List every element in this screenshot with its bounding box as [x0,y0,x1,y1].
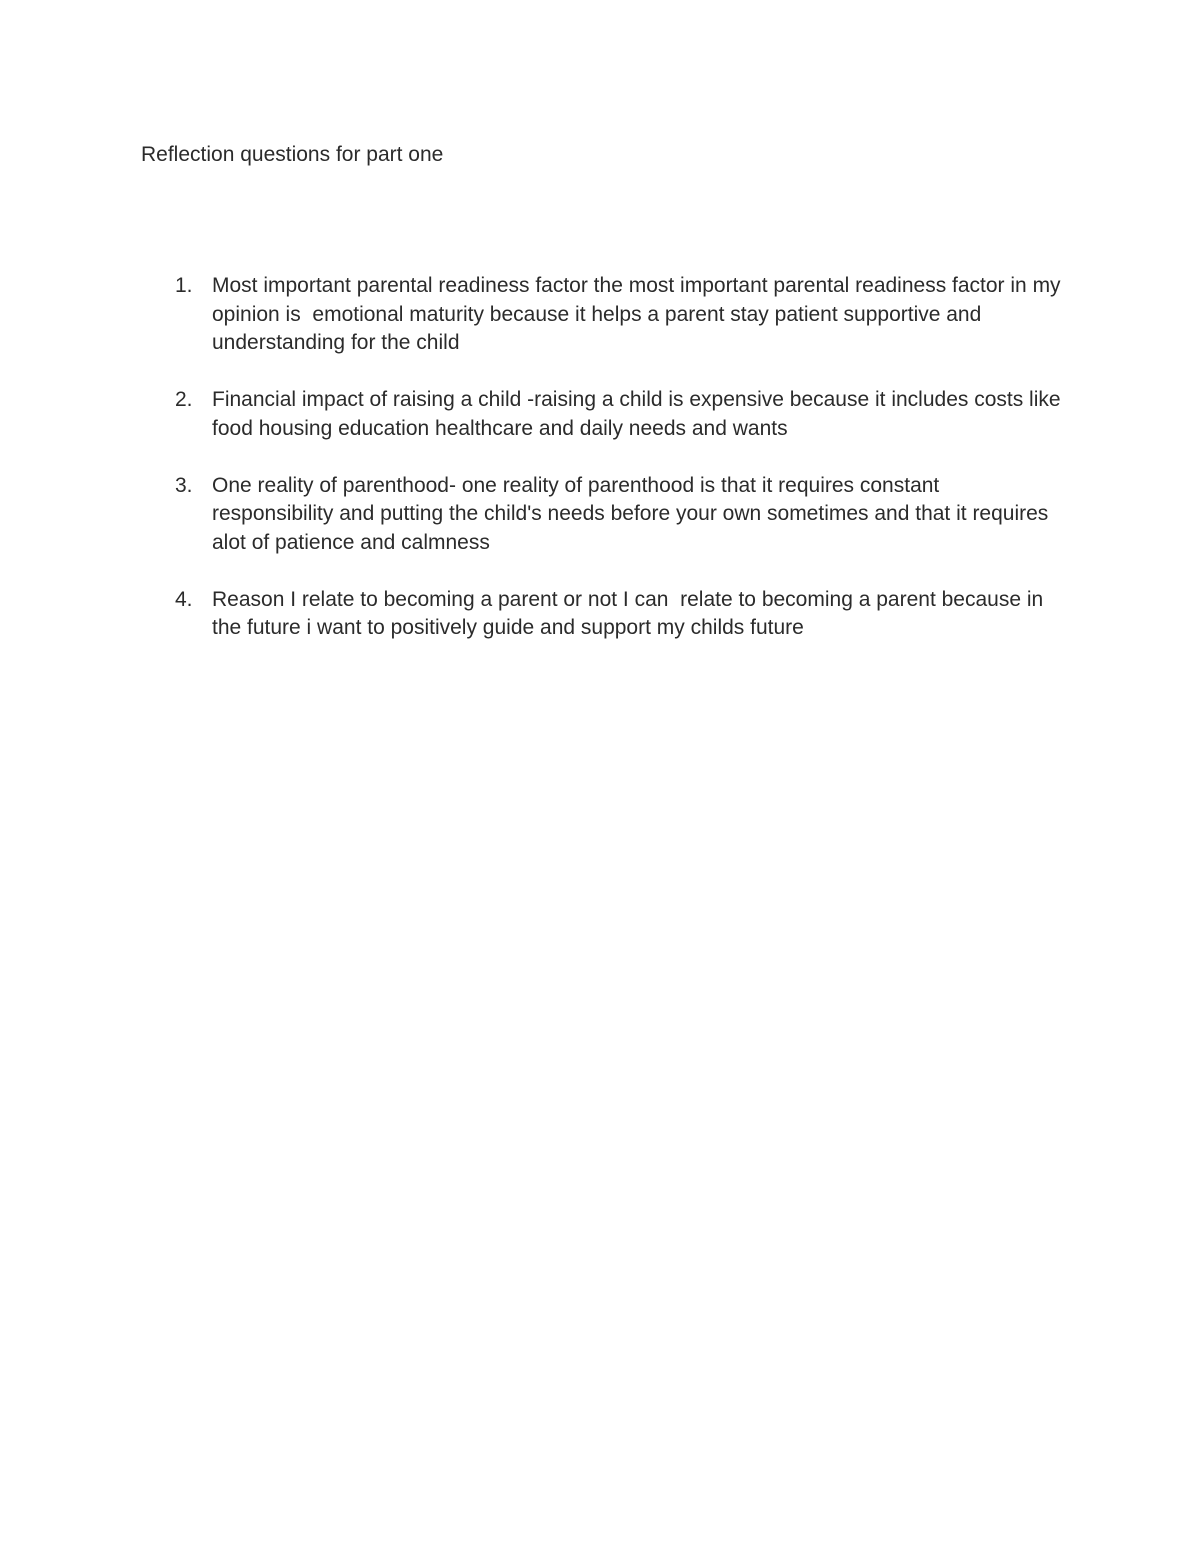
document-title: Reflection questions for part one [141,143,444,166]
list-item-text: Financial impact of raising a child -raising a child is expensive because it includes costs like food housing education healthcare and daily needs and wants [212,388,1067,440]
list-item-number: 1. [175,274,193,297]
list-item [0,272,1200,358]
list-item-text: Reason I relate to becoming a parent or not I can relate to becoming a parent because in the future i want to positively guide and support my childs future [212,587,1050,640]
list-item [0,472,1200,558]
list-item-text: Most important parental readiness factor the most important parental readiness factor in my opinion is emotional maturity because it helps a parent stay patient supportive and understanding for the child [212,274,1067,355]
list-item-number: 3. [175,473,193,497]
list-item-text: One reality of parenthood- one reality of parenthood is that it requires constant responsibility and putting the child's needs before your own sometimes and that it requires alot of patience and calmness [212,473,1055,554]
list-item-number: 2. [175,388,193,412]
reflection-question-list [0,272,1200,671]
list-item-number: 4. [175,587,193,611]
list-item [0,386,1200,443]
list-item [0,586,1200,643]
